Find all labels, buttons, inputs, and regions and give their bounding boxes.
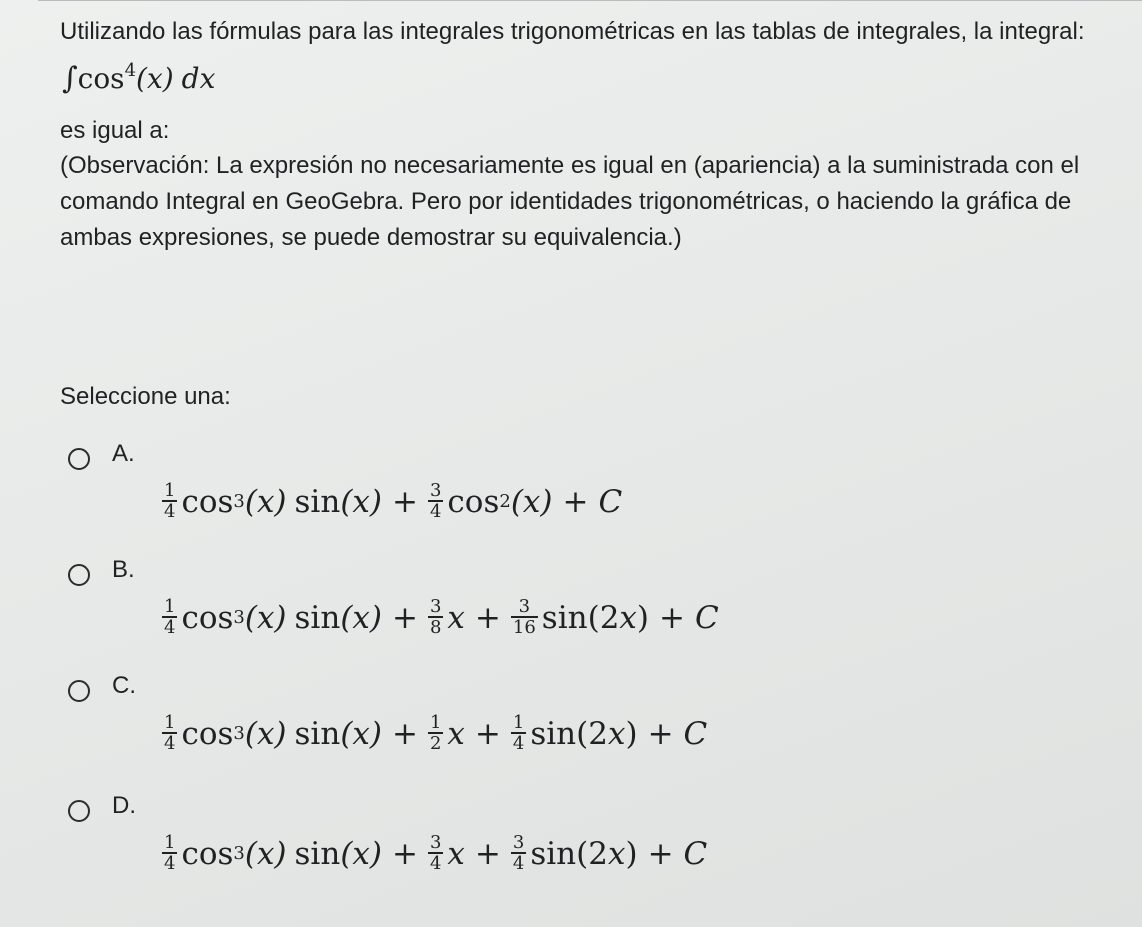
- option-b-letter: B.: [112, 556, 135, 583]
- var-x: x: [447, 599, 465, 636]
- observation-text: (Observación: La expresión no necesariamente es igual en (apariencia) a la suministrada con el comando Integral en GeoGebra. Pero por identidades trigonométricas, o haciendo la gráfica de ambas expresiones, se puede demostrar su equivalencia.): [60, 152, 1080, 251]
- fraction-denominator: 4: [512, 853, 525, 874]
- option-c-letter: C.: [112, 672, 136, 699]
- cos-text: cos: [181, 715, 234, 752]
- fraction-numerator: 3: [512, 832, 525, 853]
- sin-text: sin: [294, 599, 341, 636]
- arg-x: (x): [340, 599, 382, 636]
- sin-text: sin: [294, 483, 341, 520]
- equals-text: es igual a:: [60, 117, 170, 144]
- var-x: x: [447, 715, 465, 752]
- arg-2x: (2x): [587, 599, 650, 636]
- fraction-numerator: 1: [164, 596, 176, 617]
- fraction: [511, 834, 526, 873]
- fraction-numerator: 1: [512, 712, 525, 733]
- fraction-numerator: 3: [429, 596, 442, 617]
- arg-x: (x): [244, 483, 287, 520]
- arg-x: (x): [244, 835, 287, 872]
- option-a-letter: A.: [112, 440, 135, 467]
- fraction-denominator: 4: [164, 733, 176, 754]
- plus-sign: +: [647, 835, 674, 872]
- fraction: [162, 834, 177, 873]
- fraction-numerator: 1: [164, 832, 176, 853]
- cos-text: cos: [447, 483, 500, 520]
- question-intro: Utilizando las fórmulas para las integrales trigonométricas en las tablas de integrales, la integral:: [60, 18, 1085, 45]
- fraction-denominator: 4: [164, 853, 176, 874]
- fraction-denominator: 4: [429, 853, 442, 874]
- option-c-radio[interactable]: [68, 680, 90, 702]
- plus-sign: +: [647, 715, 674, 752]
- fraction-numerator: 1: [164, 480, 176, 501]
- fraction: [511, 714, 526, 753]
- fraction: [162, 598, 177, 637]
- fraction-denominator: 16: [512, 617, 536, 638]
- integral-expression: [62, 59, 1120, 99]
- plus-sign: +: [659, 599, 685, 636]
- plus-sign: +: [474, 599, 501, 636]
- integral-func: cos: [77, 62, 125, 95]
- fraction-denominator: 4: [512, 733, 525, 754]
- fraction-denominator: 8: [429, 617, 442, 638]
- var-x: x: [447, 835, 465, 872]
- question-text: [60, 14, 1120, 256]
- constant-c: C: [683, 715, 708, 752]
- sin-text: sin: [294, 835, 341, 872]
- fraction-numerator: 3: [429, 480, 442, 501]
- fraction: [162, 714, 177, 753]
- arg-x: (x): [340, 835, 382, 872]
- arg-x: (x): [340, 715, 382, 752]
- constant-c: C: [598, 483, 623, 520]
- plus-sign: +: [391, 483, 418, 520]
- cos-text: cos: [181, 483, 234, 520]
- plus-sign: +: [391, 715, 418, 752]
- fraction-denominator: 4: [429, 501, 442, 522]
- fraction: [162, 482, 177, 521]
- plus-sign: +: [391, 835, 418, 872]
- cos-text: cos: [181, 599, 234, 636]
- fraction: [428, 598, 443, 637]
- fraction-numerator: 3: [429, 832, 442, 853]
- option-d-letter: D.: [112, 792, 136, 819]
- integral-arg: (x): [136, 62, 174, 95]
- plus-sign: +: [474, 715, 501, 752]
- arg-x: (x): [244, 599, 287, 636]
- option-d-formula: $\frac{1}{4}$ cos 3 (x) sin (x) + $\frac{3}{4}$ x + $\frac{3}{4}$ sin (2x) + C: [164, 832, 708, 874]
- top-border: [38, 0, 1142, 1]
- arg-2x: (2x): [576, 835, 638, 872]
- fraction: [511, 598, 538, 637]
- select-label: Seleccione una:: [60, 383, 231, 410]
- fraction-numerator: 1: [429, 712, 442, 733]
- option-c-formula: $\frac{1}{4}$ cos 3 (x) sin (x) + $\frac{1}{2}$ x + $\frac{1}{4}$ sin (2x) + C: [164, 712, 708, 754]
- fraction-denominator: 2: [429, 733, 442, 754]
- constant-c: C: [695, 599, 719, 636]
- integral-power: 4: [124, 60, 137, 81]
- fraction-denominator: 4: [164, 501, 176, 522]
- option-a-formula: $\frac{1}{4}$ cos 3 (x) sin (x) + $\frac{3}{4}$ cos 2 (x) + C: [164, 480, 623, 522]
- sin-text: sin: [530, 715, 577, 752]
- fraction: [428, 834, 443, 873]
- arg-x: (x): [510, 483, 553, 520]
- option-b-formula: $\frac{1}{4}$ cos 3 (x) sin (x) + $\frac{3}{8}$ x + $\frac{3}{16}$ sin (2x) + C: [164, 596, 719, 638]
- integral-symbol: ∫: [62, 61, 78, 96]
- fraction-numerator: 1: [164, 712, 176, 733]
- plus-sign: +: [474, 835, 501, 872]
- option-a-radio[interactable]: [68, 448, 90, 470]
- sin-text: sin: [541, 599, 588, 636]
- arg-x: (x): [340, 483, 382, 520]
- sin-text: sin: [530, 835, 577, 872]
- sin-text: sin: [294, 715, 341, 752]
- fraction: [428, 714, 443, 753]
- arg-x: (x): [244, 715, 287, 752]
- arg-2x: (2x): [576, 715, 638, 752]
- fraction: [428, 482, 443, 521]
- integral-dx: dx: [181, 62, 216, 95]
- option-d-radio[interactable]: [68, 800, 90, 822]
- plus-sign: +: [391, 599, 418, 636]
- option-b-radio[interactable]: [68, 564, 90, 586]
- fraction-numerator: 3: [518, 596, 531, 617]
- constant-c: C: [683, 835, 708, 872]
- cos-text: cos: [181, 835, 234, 872]
- plus-sign: +: [562, 483, 589, 520]
- fraction-denominator: 4: [164, 617, 176, 638]
